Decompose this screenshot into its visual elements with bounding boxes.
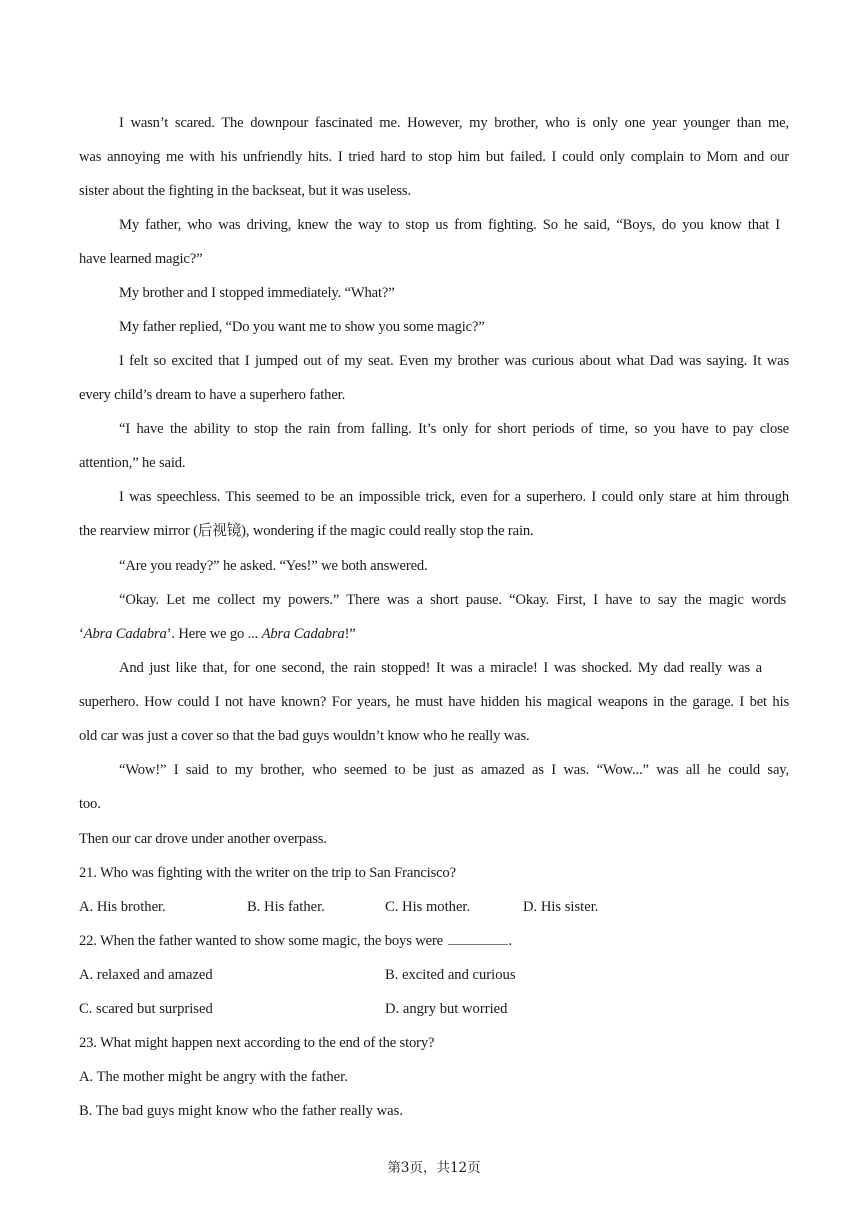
question-22-option-b: B. excited and curious	[385, 967, 516, 983]
passage-line: I felt so excited that I jumped out of my seat. Even my brother was curious about what Dad was saying. It was	[119, 353, 789, 369]
passage-line: superhero. How could I not have known? For years, he must have hidden his magical weapons in the garage. I bet his	[79, 694, 789, 710]
magic-words: Abra Cadabra	[83, 626, 167, 642]
passage-line: I wasn’t scared. The downpour fascinated me. However, my brother, who is only one year younger than me,	[119, 115, 789, 131]
passage-line	[79, 624, 356, 644]
passage-line: “Okay. Let me collect my powers.” There was a short pause. “Okay. First, I have to say the magic words	[119, 592, 786, 608]
passage-text: !”	[344, 626, 356, 642]
passage-line: was annoying me with his unfriendly hits. I tried hard to stop him but failed. I could only complain to Mom and our	[79, 149, 789, 165]
passage-line: Then our car drove under another overpass.	[79, 831, 327, 847]
passage-line: attention,” he said.	[79, 455, 186, 471]
passage-line: too.	[79, 796, 101, 812]
passage-line: “Wow!” I said to my brother, who seemed to be just as amazed as I was. “Wow...” was all he could say,	[119, 762, 789, 778]
passage-line: the rearview mirror (后视镜), wondering if the magic could really stop the rain.	[79, 523, 534, 539]
page-number-footer: 第3页，共12页	[387, 1160, 481, 1176]
question-22-option-d: D. angry but worried	[385, 1001, 508, 1017]
passage-text: ’. Here we go ...	[166, 626, 262, 642]
passage-line: My father, who was driving, knew the way to stop us from fighting. So he said, “Boys, do you know that I	[119, 217, 780, 233]
passage-line: My brother and I stopped immediately. “What?”	[119, 285, 395, 301]
magic-words: Abra Cadabra	[261, 626, 345, 642]
question-22-stem	[79, 931, 512, 951]
passage-line: sister about the fighting in the backseat, but it was useless.	[79, 183, 411, 199]
passage-line: “Are you ready?” he asked. “Yes!” we both answered.	[119, 558, 428, 574]
question-22-option-c: C. scared but surprised	[79, 1001, 213, 1017]
passage-line: old car was just a cover so that the bad guys wouldn’t know who he really was.	[79, 728, 530, 744]
question-21-option-b: B. His father.	[247, 899, 325, 915]
quote-mark: ‘	[79, 626, 84, 642]
passage-line: “I have the ability to stop the rain from falling. It’s only for short periods of time, so you have to pay close	[119, 421, 789, 437]
question-21-option-d: D. His sister.	[523, 899, 599, 915]
passage-line: And just like that, for one second, the rain stopped! It was a miracle! I was shocked. My dad really was a	[119, 660, 762, 676]
passage-line: have learned magic?”	[79, 251, 203, 267]
question-22-stem-end: .	[508, 933, 512, 949]
passage-line: My father replied, “Do you want me to show you some magic?”	[119, 319, 485, 335]
passage-line: every child’s dream to have a superhero father.	[79, 387, 346, 403]
passage-line: I was speechless. This seemed to be an impossible trick, even for a superhero. I could only stare at him through	[119, 489, 789, 505]
question-23-option-a: A. The mother might be angry with the father.	[79, 1069, 348, 1085]
question-21-stem: 21. Who was fighting with the writer on the trip to San Francisco?	[79, 865, 456, 881]
question-22-stem-text: 22. When the father wanted to show some magic, the boys were	[79, 933, 443, 949]
question-21-option-c: C. His mother.	[385, 899, 471, 915]
question-23-stem: 23. What might happen next according to the end of the story?	[79, 1035, 435, 1051]
question-23-option-b: B. The bad guys might know who the father really was.	[79, 1103, 403, 1119]
answer-blank	[448, 931, 508, 945]
question-21-option-a: A. His brother.	[79, 899, 166, 915]
question-22-option-a: A. relaxed and amazed	[79, 967, 213, 983]
